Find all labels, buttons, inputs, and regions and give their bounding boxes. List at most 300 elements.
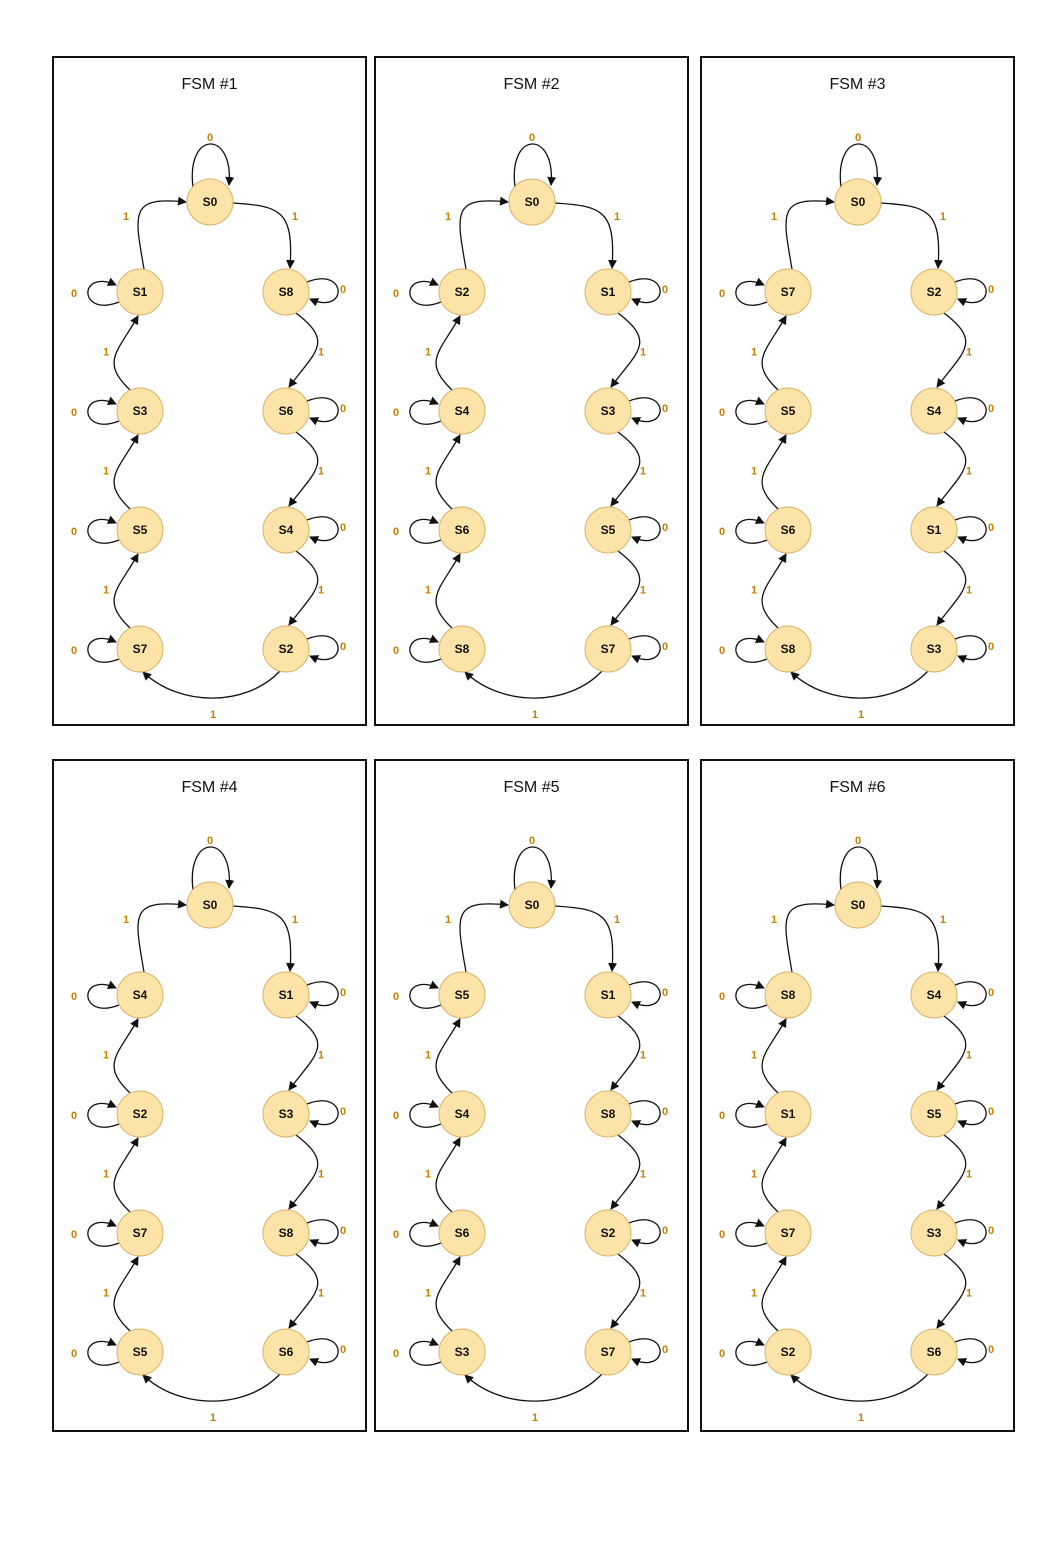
transition-arrow [611,1135,640,1209]
self-loop-label: 0 [661,403,669,415]
state-node [263,507,309,553]
self-loop-arrow [955,398,986,422]
transition-arrow [233,906,291,971]
state-label: S8 [780,988,796,1002]
transition-arrow [233,203,291,268]
self-loop-arrow [410,638,441,662]
transition-arrow [289,432,318,506]
transition-arrow [791,1374,928,1401]
fsm-panel-6 [700,759,1015,1432]
self-loop-label: 0 [718,991,726,1003]
fsm-panel-3 [700,56,1015,726]
self-loop-label: 0 [70,526,78,538]
self-loop-arrow [410,984,441,1008]
state-label: S0 [524,898,540,912]
state-label: S8 [600,1107,616,1121]
state-label: S4 [454,404,470,418]
transition-label: 1 [750,584,758,597]
self-loop-arrow [88,1222,119,1246]
transition-label: 1 [424,584,432,597]
transition-label: 1 [444,914,452,926]
self-loop-label: 0 [339,284,347,296]
self-loop-arrow [736,984,767,1008]
state-label: S5 [132,523,148,537]
state-label: S0 [202,195,218,209]
transition-arrow [611,1254,640,1328]
self-loop-arrow [307,517,338,541]
state-node [765,1329,811,1375]
state-label: S7 [600,1345,616,1359]
self-loop-label: 0 [661,641,669,653]
transition-label: 1 [613,914,621,926]
state-node [439,1091,485,1137]
state-label: S6 [926,1345,942,1359]
self-loop-arrow [88,1341,119,1365]
transition-label: 1 [965,465,973,478]
transition-label: 1 [770,914,778,926]
transition-arrow [786,201,834,269]
state-label: S0 [202,898,218,912]
transition-label: 1 [102,465,110,478]
self-loop-label: 0 [987,284,995,296]
state-node [263,972,309,1018]
transition-arrow [114,1257,138,1331]
state-label: S5 [454,988,470,1002]
transition-arrow [114,1138,138,1212]
self-loop-label: 0 [718,407,726,419]
state-node [509,179,555,225]
fsm-diagram [702,58,1013,724]
self-loop-label: 0 [528,835,536,847]
self-loop-arrow [955,1220,986,1244]
state-node [585,507,631,553]
self-loop-arrow [736,638,767,662]
self-loop-arrow [410,1222,441,1246]
state-label: S6 [278,1345,294,1359]
self-loop-label: 0 [661,987,669,999]
self-loop-arrow [736,1222,767,1246]
state-label: S3 [926,1226,942,1240]
transition-arrow [436,554,460,628]
transition-arrow [114,316,138,390]
transition-arrow [114,554,138,628]
transition-label: 1 [424,1049,432,1062]
self-loop-label: 0 [339,1344,347,1356]
state-node [439,269,485,315]
self-loop-label: 0 [70,288,78,300]
transition-label: 1 [102,1168,110,1181]
state-label: S5 [600,523,616,537]
self-loop-arrow [629,982,660,1006]
state-node [439,1210,485,1256]
self-loop-label: 0 [987,641,995,653]
state-node [911,1210,957,1256]
self-loop-arrow [955,1101,986,1125]
transition-arrow [289,1135,318,1209]
self-loop-arrow [955,982,986,1006]
self-loop-label: 0 [339,522,347,534]
state-node [585,626,631,672]
transition-label: 1 [639,465,647,478]
self-loop-arrow [629,1220,660,1244]
self-loop-label: 0 [206,132,214,144]
self-loop-label: 0 [339,1225,347,1237]
transition-arrow [762,1019,786,1093]
state-node [835,179,881,225]
self-loop-label: 0 [392,288,400,300]
transition-arrow [881,203,939,268]
state-label: S0 [850,898,866,912]
self-loop-arrow [307,1220,338,1244]
self-loop-label: 0 [392,526,400,538]
state-label: S7 [780,285,796,299]
transition-arrow [436,435,460,509]
state-label: S8 [454,642,470,656]
transition-label: 1 [424,1287,432,1300]
state-node [765,1091,811,1137]
state-node [765,1210,811,1256]
state-node [765,626,811,672]
state-node [585,388,631,434]
state-node [765,388,811,434]
transition-label: 1 [965,1049,973,1062]
state-label: S1 [278,988,294,1002]
state-node [911,269,957,315]
fsm-panel-1 [52,56,367,726]
state-label: S2 [278,642,294,656]
state-label: S0 [850,195,866,209]
state-node [439,507,485,553]
transition-label: 1 [750,346,758,359]
self-loop-arrow [410,400,441,424]
transition-label: 1 [639,1287,647,1300]
state-node [263,626,309,672]
state-label: S2 [600,1226,616,1240]
state-node [765,507,811,553]
state-label: S3 [132,404,148,418]
state-node [585,269,631,315]
transition-arrow [937,313,966,387]
transition-arrow [289,551,318,625]
state-label: S2 [454,285,470,299]
state-label: S2 [132,1107,148,1121]
transition-label: 1 [639,1168,647,1181]
state-label: S5 [132,1345,148,1359]
state-label: S5 [926,1107,942,1121]
state-node [765,269,811,315]
state-label: S7 [132,642,148,656]
self-loop-arrow [736,1341,767,1365]
state-node [117,1329,163,1375]
fsm-panel-2 [374,56,689,726]
self-loop-label: 0 [718,1229,726,1241]
self-loop-arrow [88,281,119,305]
self-loop-label: 0 [206,835,214,847]
self-loop-arrow [307,636,338,660]
transition-label: 1 [965,1287,973,1300]
transition-label: 1 [857,1412,865,1424]
transition-label: 1 [102,1049,110,1062]
self-loop-label: 0 [392,407,400,419]
state-node [585,1329,631,1375]
state-label: S8 [278,285,294,299]
self-loop-label: 0 [392,991,400,1003]
fsm-diagram [54,58,365,724]
transition-label: 1 [424,465,432,478]
self-loop-label: 0 [661,522,669,534]
transition-arrow [937,551,966,625]
self-loop-arrow [955,636,986,660]
transition-label: 1 [613,211,621,223]
transition-label: 1 [750,1168,758,1181]
fsm-title: FSM #1 [181,76,238,93]
transition-arrow [611,313,640,387]
self-loop-arrow [307,1101,338,1125]
transition-arrow [465,1374,602,1401]
self-loop-arrow [736,519,767,543]
fsm-diagram [54,761,365,1430]
state-label: S6 [454,523,470,537]
transition-label: 1 [424,1168,432,1181]
state-node [585,1210,631,1256]
state-node [585,972,631,1018]
state-node [835,882,881,928]
state-node [911,1329,957,1375]
transition-arrow [762,435,786,509]
transition-label: 1 [209,709,217,721]
transition-label: 1 [317,1287,325,1300]
self-loop-label: 0 [661,1106,669,1118]
state-label: S2 [780,1345,796,1359]
transition-arrow [937,1135,966,1209]
transition-label: 1 [857,709,865,721]
self-loop-arrow [736,400,767,424]
transition-label: 1 [444,211,452,223]
state-node [263,1210,309,1256]
state-node [263,269,309,315]
self-loop-arrow [629,1339,660,1363]
transition-label: 1 [750,465,758,478]
self-loop-label: 0 [70,1110,78,1122]
self-loop-label: 0 [987,403,995,415]
state-label: S1 [600,988,616,1002]
state-label: S1 [600,285,616,299]
fsm-diagram [376,58,687,724]
transition-arrow [289,313,318,387]
self-loop-arrow [736,281,767,305]
self-loop-label: 0 [854,835,862,847]
self-loop-arrow [736,1103,767,1127]
transition-label: 1 [209,1412,217,1424]
self-loop-label: 0 [339,1106,347,1118]
self-loop-arrow [307,982,338,1006]
self-loop-label: 0 [661,1344,669,1356]
self-loop-label: 0 [70,407,78,419]
state-node [187,179,233,225]
transition-arrow [436,1019,460,1093]
transition-label: 1 [965,584,973,597]
self-loop-label: 0 [528,132,536,144]
state-node [117,507,163,553]
self-loop-label: 0 [661,284,669,296]
self-loop-arrow [629,279,660,303]
transition-arrow [937,432,966,506]
self-loop-label: 0 [70,1229,78,1241]
self-loop-arrow [629,398,660,422]
self-loop-arrow [307,279,338,303]
transition-arrow [143,671,280,698]
transition-arrow [937,1254,966,1328]
transition-arrow [114,435,138,509]
transition-label: 1 [102,584,110,597]
transition-label: 1 [317,1168,325,1181]
state-node [439,626,485,672]
transition-arrow [436,1257,460,1331]
transition-label: 1 [639,584,647,597]
state-node [187,882,233,928]
state-node [509,882,555,928]
self-loop-label: 0 [718,526,726,538]
transition-arrow [289,1016,318,1090]
transition-arrow [465,671,602,698]
self-loop-arrow [88,638,119,662]
transition-arrow [786,904,834,972]
transition-arrow [881,906,939,971]
transition-label: 1 [317,346,325,359]
transition-arrow [138,904,186,972]
self-loop-label: 0 [718,645,726,657]
fsm-title: FSM #6 [829,779,886,796]
state-node [439,972,485,1018]
transition-label: 1 [122,914,130,926]
transition-arrow [791,671,928,698]
transition-arrow [762,1138,786,1212]
transition-label: 1 [291,914,299,926]
self-loop-arrow [410,281,441,305]
self-loop-label: 0 [987,987,995,999]
fsm-title: FSM #5 [503,779,560,796]
self-loop-label: 0 [339,403,347,415]
transition-label: 1 [531,709,539,721]
self-loop-label: 0 [70,991,78,1003]
state-label: S1 [132,285,148,299]
transition-arrow [138,201,186,269]
state-node [911,972,957,1018]
transition-arrow [460,201,508,269]
self-loop-arrow [307,398,338,422]
transition-arrow [289,1254,318,1328]
self-loop-label: 0 [987,1344,995,1356]
state-label: S8 [780,642,796,656]
transition-arrow [611,1016,640,1090]
self-loop-arrow [955,517,986,541]
state-node [117,388,163,434]
transition-arrow [555,203,613,268]
state-label: S3 [454,1345,470,1359]
self-loop-label: 0 [854,132,862,144]
transition-label: 1 [939,914,947,926]
transition-label: 1 [424,346,432,359]
state-label: S7 [600,642,616,656]
self-loop-label: 0 [392,1110,400,1122]
self-loop-label: 0 [392,1348,400,1360]
state-label: S8 [278,1226,294,1240]
self-loop-label: 0 [70,645,78,657]
state-node [911,388,957,434]
state-node [263,1091,309,1137]
transition-label: 1 [102,1287,110,1300]
self-loop-arrow [88,400,119,424]
transition-arrow [436,1138,460,1212]
transition-arrow [762,316,786,390]
transition-arrow [460,904,508,972]
state-node [911,1091,957,1137]
fsm-title: FSM #4 [181,779,238,796]
state-label: S5 [780,404,796,418]
transition-arrow [555,906,613,971]
transition-arrow [937,1016,966,1090]
self-loop-arrow [410,1103,441,1127]
state-node [765,972,811,1018]
transition-label: 1 [965,346,973,359]
self-loop-label: 0 [661,1225,669,1237]
state-label: S6 [780,523,796,537]
state-label: S3 [926,642,942,656]
self-loop-label: 0 [987,1106,995,1118]
transition-label: 1 [317,465,325,478]
transition-arrow [436,316,460,390]
state-node [117,626,163,672]
transition-label: 1 [291,211,299,223]
self-loop-label: 0 [339,987,347,999]
transition-label: 1 [965,1168,973,1181]
self-loop-arrow [88,1103,119,1127]
state-label: S7 [780,1226,796,1240]
fsm-panel-5 [374,759,689,1432]
state-label: S0 [524,195,540,209]
fsm-title: FSM #2 [503,76,560,93]
self-loop-label: 0 [718,288,726,300]
state-node [439,1329,485,1375]
transition-arrow [143,1374,280,1401]
self-loop-arrow [955,1339,986,1363]
state-node [117,972,163,1018]
transition-label: 1 [750,1287,758,1300]
state-label: S4 [454,1107,470,1121]
transition-label: 1 [317,1049,325,1062]
self-loop-label: 0 [718,1110,726,1122]
state-node [911,626,957,672]
transition-arrow [762,1257,786,1331]
state-label: S2 [926,285,942,299]
state-label: S6 [454,1226,470,1240]
state-label: S6 [278,404,294,418]
state-node [263,1329,309,1375]
transition-label: 1 [531,1412,539,1424]
transition-label: 1 [770,211,778,223]
state-label: S4 [926,404,942,418]
transition-label: 1 [122,211,130,223]
self-loop-arrow [629,517,660,541]
self-loop-label: 0 [718,1348,726,1360]
self-loop-label: 0 [339,641,347,653]
fsm-panel-4 [52,759,367,1432]
transition-arrow [611,551,640,625]
self-loop-arrow [629,1101,660,1125]
transition-label: 1 [639,1049,647,1062]
self-loop-label: 0 [70,1348,78,1360]
state-label: S4 [926,988,942,1002]
